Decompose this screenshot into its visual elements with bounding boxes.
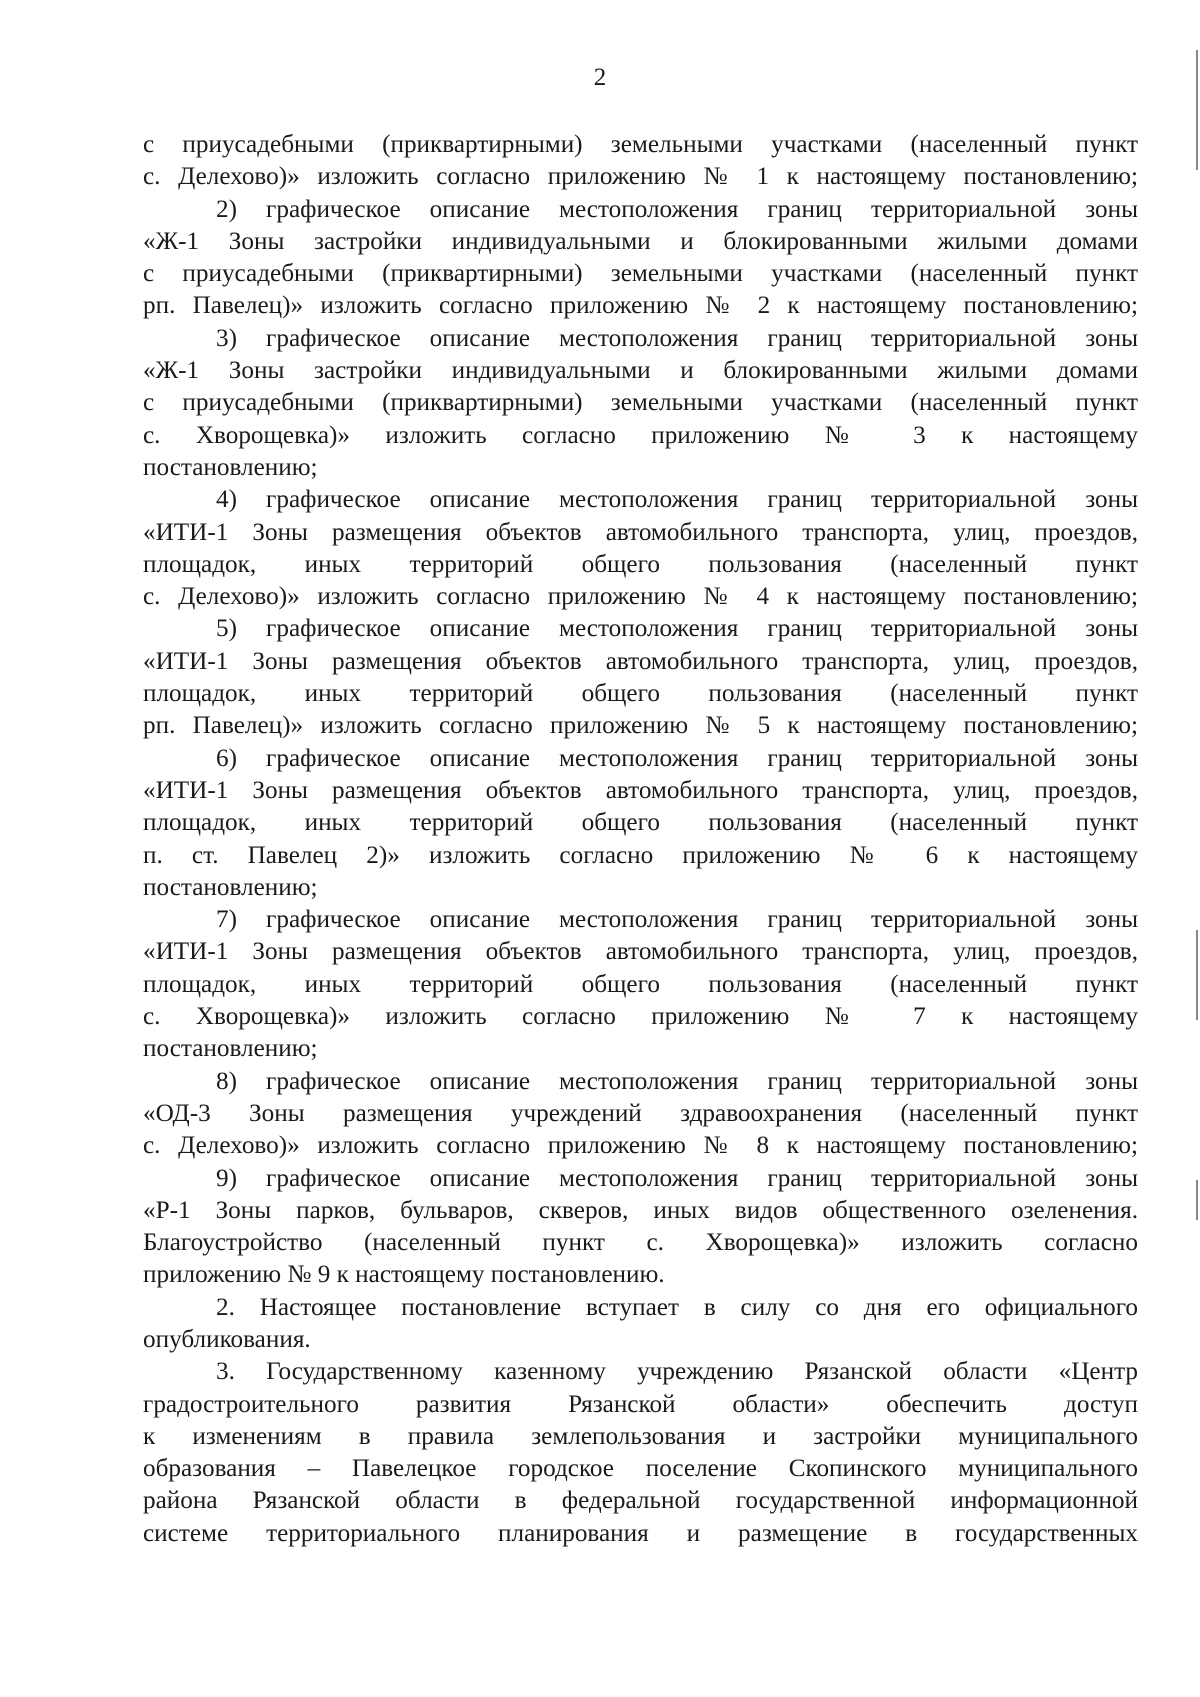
text-line: площадок, иных территорий общего пользования (населенный пункт <box>143 809 1138 837</box>
text-line: с. Делехово)» изложить согласно приложению № 4 к настоящему постановлению; <box>143 583 1138 611</box>
scan-edge-mark <box>1196 1180 1198 1220</box>
text-line: 6) графическое описание местоположения границ территориальной зоны <box>216 744 1138 772</box>
text-line: постановлению; <box>143 1035 318 1063</box>
scan-edge-mark <box>1196 50 1198 170</box>
text-line: с. Делехово)» изложить согласно приложению № 8 к настоящему постановлению; <box>143 1132 1138 1160</box>
text-line: 3. Государственному казенному учреждению Рязанской области «Центр <box>216 1358 1138 1386</box>
text-line: «Ж-1 Зоны застройки индивидуальными и блокированными жилыми домами <box>143 357 1138 385</box>
scan-edge-mark <box>1196 930 1198 1020</box>
text-line: 3) графическое описание местоположения границ территориальной зоны <box>216 324 1138 352</box>
text-line: 7) графическое описание местоположения границ территориальной зоны <box>216 906 1138 934</box>
text-line: площадок, иных территорий общего пользования (населенный пункт <box>143 970 1138 998</box>
text-line: градостроительного развития Рязанской области» обеспечить доступ <box>143 1390 1138 1418</box>
text-line: с приусадебными (приквартирными) земельными участками (населенный пункт <box>143 260 1138 288</box>
text-line: «Р-1 Зоны парков, бульваров, скверов, иных видов общественного озеленения. <box>143 1196 1138 1224</box>
text-line: площадок, иных территорий общего пользования (населенный пункт <box>143 680 1138 708</box>
text-line: «Ж-1 Зоны застройки индивидуальными и блокированными жилыми домами <box>143 227 1138 255</box>
text-line: рп. Павелец)» изложить согласно приложению № 2 к настоящему постановлению; <box>143 292 1138 320</box>
text-line: к изменениям в правила землепользования и застройки муниципального <box>143 1422 1138 1450</box>
text-line: с. Хворощевка)» изложить согласно приложению № 3 к настоящему <box>143 421 1138 449</box>
text-line: «ИТИ-1 Зоны размещения объектов автомобильного транспорта, улиц, проездов, <box>143 518 1138 546</box>
text-line: 2) графическое описание местоположения границ территориальной зоны <box>216 195 1138 223</box>
text-line: с приусадебными (приквартирными) земельными участками (населенный пункт <box>143 131 1138 158</box>
text-line: рп. Павелец)» изложить согласно приложению № 5 к настоящему постановлению; <box>143 712 1138 740</box>
text-line: с. Делехово)» изложить согласно приложению № 1 к настоящему постановлению; <box>143 163 1138 191</box>
text-line: с приусадебными (приквартирными) земельными участками (населенный пункт <box>143 389 1138 417</box>
document-body <box>143 129 1138 1550</box>
text-line: «ОД-3 Зоны размещения учреждений здравоохранения (населенный пункт <box>143 1099 1138 1127</box>
text-line: с. Хворощевка)» изложить согласно приложению № 7 к настоящему <box>143 1003 1138 1031</box>
text-line: п. ст. Павелец 2)» изложить согласно приложению № 6 к настоящему <box>143 841 1138 869</box>
text-line: 9) графическое описание местоположения границ территориальной зоны <box>216 1164 1138 1192</box>
text-line: системе территориального планирования и размещение в государственных <box>143 1519 1138 1547</box>
text-line: образования – Павелецкое городское поселение Скопинского муниципального <box>143 1455 1138 1483</box>
text-line: 4) графическое описание местоположения границ территориальной зоны <box>216 486 1138 514</box>
page-number: 2 <box>593 64 607 91</box>
text-line: площадок, иных территорий общего пользования (населенный пункт <box>143 550 1138 578</box>
text-line: постановлению; <box>143 873 318 901</box>
text-line: Благоустройство (населенный пункт с. Хворощевка)» изложить согласно <box>143 1229 1138 1257</box>
text-line: «ИТИ-1 Зоны размещения объектов автомобильного транспорта, улиц, проездов, <box>143 647 1138 675</box>
text-line: 5) графическое описание местоположения границ территориальной зоны <box>216 615 1138 643</box>
text-line: постановлению; <box>143 453 318 481</box>
text-line: района Рязанской области в федеральной государственной информационной <box>143 1487 1138 1515</box>
text-line: 8) графическое описание местоположения границ территориальной зоны <box>216 1067 1138 1095</box>
text-line: опубликования. <box>143 1325 311 1353</box>
text-line: «ИТИ-1 Зоны размещения объектов автомобильного транспорта, улиц, проездов, <box>143 938 1138 966</box>
text-line: «ИТИ-1 Зоны размещения объектов автомобильного транспорта, улиц, проездов, <box>143 776 1138 804</box>
text-line: 2. Настоящее постановление вступает в силу со дня его официального <box>216 1293 1138 1321</box>
text-line: приложению № 9 к настоящему постановлению. <box>143 1261 665 1289</box>
